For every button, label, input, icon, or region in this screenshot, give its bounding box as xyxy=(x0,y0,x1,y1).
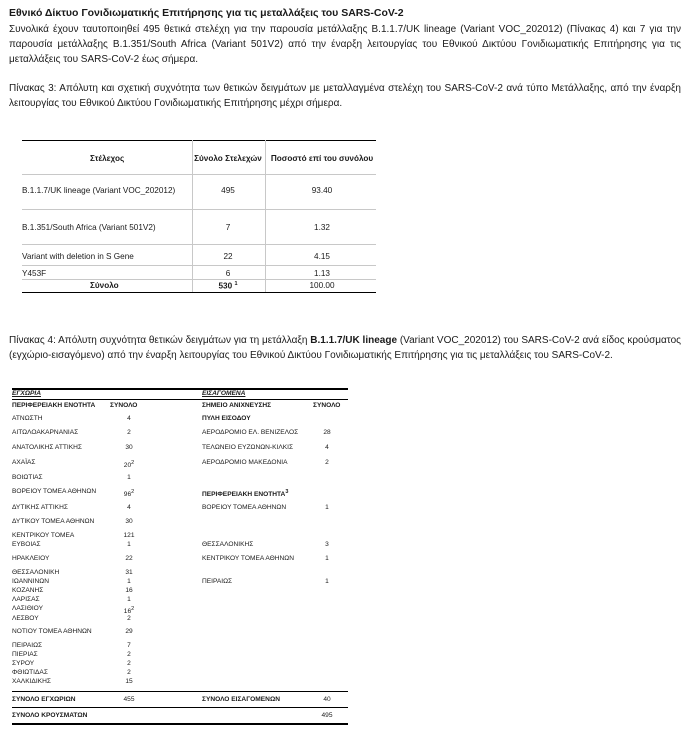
table3-row-divider xyxy=(22,209,376,210)
table4-domestic-count: 2 xyxy=(127,660,131,667)
table4-domestic-name: ΝΟΤΙΟΥ ΤΟΜΕΑ ΑΘΗΝΩΝ xyxy=(12,628,92,635)
table4-region-count: 1 xyxy=(325,578,329,585)
table3-cell-count: 22 xyxy=(223,252,233,261)
table4-domestic-count: $20^2$ xyxy=(123,460,135,470)
table4-domestic-header-name: ΠΕΡΙΦΕΡΕΙΑΚΗ ΕΝΟΤΗΤΑ xyxy=(12,402,96,409)
table4-divider xyxy=(12,707,348,708)
table3-row-divider xyxy=(22,174,376,175)
table4-caption: Πίνακας 4: Απόλυτη συχνότητα θετικών δειγμάτων για τη μετάλλαξη B.1.1.7/UK lineage (Variant VOC_202012) του SARS-CoV-2 ανά είδος κρούσματος (εγχώριο-εισαγόμενο) από την έναρξη λειτουργίας του Εθνικού Δικτύου Γονιδιωματικής Επιτήρησης για τις μεταλλάξεις του SARS-CoV-2. xyxy=(9,335,681,361)
table4-domestic-name: ΚΟΖΑΝΗΣ xyxy=(12,587,44,594)
table3-cell-count: 495 xyxy=(221,186,235,195)
table4-imported-header-name: ΣΗΜΕΙΟ ΑΝΙΧΝΕΥΣΗΣ xyxy=(202,402,272,409)
table3-cell-count: 7 xyxy=(225,223,231,232)
table3-top-rule xyxy=(22,140,376,141)
table4-domestic-name: ΑΙΤΩΛΟΑΚΑΡΝΑΝΙΑΣ xyxy=(12,429,79,436)
table4-region-name: ΠΕΙΡΑΙΩΣ xyxy=(202,578,233,585)
table4-grand-total: 495 xyxy=(321,712,333,719)
table4-region-count: 3 xyxy=(325,541,329,548)
table4-gate-label: ΠΥΛΗ ΕΙΣΟΔΟΥ xyxy=(202,415,251,422)
table4-domestic-name: ΛΑΣΙΘΙΟΥ xyxy=(12,605,43,612)
table4-imported-total: 40 xyxy=(323,696,331,703)
table4-domestic-total-label: ΣΥΝΟΛΟ ΕΓΧΩΡΙΩΝ xyxy=(12,696,76,703)
table4-domestic-name: ΘΕΣΣΑΛΟΝΙΚΗ xyxy=(12,569,60,576)
table3-cell-strain: B.1.1.7/UK lineage (Variant VOC_202012) xyxy=(22,186,176,195)
table4-domestic-name: ΒΟΡΕΙΟΥ ΤΟΜΕΑ ΑΘΗΝΩΝ xyxy=(12,488,97,495)
table3-cell-pct: 1.13 xyxy=(314,269,330,278)
table4-region-name: ΘΕΣΣΑΛΟΝΙΚΗΣ xyxy=(202,541,254,548)
table4-domestic-name: ΑΤΝΩΣΤΗ xyxy=(12,415,43,422)
table4-imported-total-label: ΣΥΝΟΛΟ ΕΙΣΑΓΟΜΕΝΩΝ xyxy=(202,696,280,703)
table4-domestic-count: 29 xyxy=(125,628,133,635)
table4-gate-count: 2 xyxy=(325,459,329,466)
table4-domestic-count: 121 xyxy=(123,532,135,539)
table4-domestic-count: $16^2$ xyxy=(123,606,135,616)
table4-region-name: ΒΟΡΕΙΟΥ ΤΟΜΕΑ ΑΘΗΝΩΝ xyxy=(202,504,287,511)
table3-header-strain: Στέλεχος xyxy=(90,154,125,163)
table4-domestic-count: 22 xyxy=(125,555,133,562)
table4-domestic-count: 2 xyxy=(127,429,131,436)
table4-domestic-count: 16 xyxy=(125,587,133,594)
table4-domestic-name: ΕΥΒΟΙΑΣ xyxy=(12,541,41,548)
table4-domestic-name: ΚΕΝΤΡΙΚΟΥ ΤΟΜΕΑ xyxy=(12,532,75,539)
table3-bottom-rule xyxy=(22,292,376,293)
table4-domestic-name: ΗΡΑΚΛΕΙΟΥ xyxy=(12,555,50,562)
table4-domestic-name: ΙΩΑΝΝΙΝΩΝ xyxy=(12,578,49,585)
table4-domestic-count: 30 xyxy=(125,444,133,451)
table4-domestic-name: ΦΘΙΩΤΙΔΑΣ xyxy=(12,669,48,676)
table3-cell-pct: 93.40 xyxy=(311,186,333,195)
table4-domestic-count: 1 xyxy=(127,541,131,548)
table4-domestic-name: ΧΑΛΚΙΔΙΚΗΣ xyxy=(12,678,51,685)
page-title: Εθνικό Δίκτυο Γονιδιωματικής Επιτήρησης για τις μεταλλάξεις του SARS-CoV-2 xyxy=(9,7,404,19)
table4-domestic-name: ΑΝΑΤΟΛΙΚΗΣ ΑΤΤΙΚΗΣ xyxy=(12,444,82,451)
table4-domestic-count: 1 xyxy=(127,578,131,585)
table4-domestic-total: 455 xyxy=(123,696,135,703)
table4-gate-name: ΑΕΡΟΔΡΟΜΙΟ ΕΛ. ΒΕΝΙΖΕΛΟΣ xyxy=(202,429,299,436)
table3-total-count: 530 $^1$ xyxy=(218,281,238,291)
table4-domestic-name: ΛΑΡΙΣΑΣ xyxy=(12,596,40,603)
table4-region-label: ΠΕΡΙΦΕΡΕΙΑΚΗ ΕΝΟΤΗΤΑ$^3$ xyxy=(202,489,289,499)
table3-row-divider xyxy=(22,244,376,245)
table3-cell-pct: 1.32 xyxy=(314,223,330,232)
table3-row-divider xyxy=(22,279,376,280)
table4-domestic-count: 7 xyxy=(127,642,131,649)
table4-domestic-count: 4 xyxy=(127,415,131,422)
table3-row-divider xyxy=(22,265,376,266)
table4-region-count: 1 xyxy=(325,504,329,511)
table4-domestic-name: ΣΥΡΟΥ xyxy=(12,660,35,667)
table4-domestic-name: ΛΕΣΒΟΥ xyxy=(12,615,39,622)
table4-domestic-count: 30 xyxy=(125,518,133,525)
intro-paragraph: Συνολικά έχουν ταυτοποιηθεί 495 θετικά στελέχη για την παρουσία μετάλλαξης B.1.1.7/UK lineage (Variant VOC_202012) (Πίνακας 4) και 7 για την παρουσία μετάλλαξης B.1.351/South Africa (Variant 501V2) από την έναρξη λειτουργίας του Εθνικού Δικτύου Γονιδιωματικής Επιτήρησης για τις μεταλλάξεις του SARS-CoV-2 έως σήμερα. xyxy=(9,24,681,65)
table4-domestic-name: ΑΧΑΪΑΣ xyxy=(12,459,36,466)
table3-cell-strain: Variant with deletion in S Gene xyxy=(22,252,134,261)
table4-divider xyxy=(12,691,348,692)
table4-domestic-name: ΒΟΙΩΤΙΑΣ xyxy=(12,474,43,481)
table3-caption: Πίνακας 3: Απόλυτη και σχετική συχνότητα των θετικών δειγμάτων με μεταλλαγμένα στελέχη του SARS-CoV-2 ανά τύπο Μετάλλαξης, από την έναρξη λειτουργίας του Εθνικού Δικτύου Γονιδιωματικής Επιτήρησης μέχρι σήμερα. xyxy=(9,83,681,109)
table4-bottom-rule xyxy=(12,723,348,725)
table4-domestic-count: 2 xyxy=(127,669,131,676)
table4-domestic-name: ΠΕΙΡΑΙΩΣ xyxy=(12,642,43,649)
table4-region-count: 1 xyxy=(325,555,329,562)
table4-region-name: ΚΕΝΤΡΙΚΟΥ ΤΟΜΕΑ ΑΘΗΝΩΝ xyxy=(202,555,294,562)
table4-domestic-name: ΔΥΤΙΚΗΣ ΑΤΤΙΚΗΣ xyxy=(12,504,68,511)
table4-imported-header-count: ΣΥΝΟΛΟ xyxy=(313,402,341,409)
table3-cell-strain: B.1.351/South Africa (Variant 501V2) xyxy=(22,223,156,232)
table3-cell-count: 6 xyxy=(225,269,231,278)
table4-domestic-header-count: ΣΥΝΟΛΟ xyxy=(110,402,138,409)
table4-domestic-count: 1 xyxy=(127,474,131,481)
table4-gate-count: 4 xyxy=(325,444,329,451)
table4-domestic-count: 31 xyxy=(125,569,133,576)
table3-total-pct: 100.00 xyxy=(309,281,335,290)
table3-cell-strain: Y453F xyxy=(22,269,47,278)
table4-domestic-count: 2 xyxy=(127,615,131,622)
table4-domestic-count: 2 xyxy=(127,651,131,658)
table3-header-pct: Ποσοστό επί του συνόλου xyxy=(270,154,374,163)
table4-domestic-name: ΠΙΕΡΙΑΣ xyxy=(12,651,38,658)
table4-gate-name: ΑΕΡΟΔΡΟΜΙΟ ΜΑΚΕΔΟΝΙΑ xyxy=(202,459,288,466)
table4-gate-name: ΤΕΛΩΝΕΙΟ ΕΥΖΩΝΩΝ-ΚΙΛΚΙΣ xyxy=(202,444,294,451)
table3-header-count: Σύνολο Στελεχών xyxy=(194,154,262,163)
table3-total-label: Σύνολο xyxy=(90,281,119,290)
table4-domestic-count: $96^2$ xyxy=(123,489,135,499)
table4-gate-count: 28 xyxy=(323,429,331,436)
table4-domestic-title: ΕΓΧΩΡΙΑ xyxy=(12,390,41,397)
table4-domestic-count: 15 xyxy=(125,678,133,685)
table4-imported-title: ΕΙΣΑΓΟΜΕΝΑ xyxy=(202,390,246,397)
table4-grand-total-label: ΣΥΝΟΛΟ ΚΡΟΥΣΜΑΤΩΝ xyxy=(12,712,88,719)
table4-top-rule xyxy=(12,388,348,390)
table3-col-divider xyxy=(265,140,266,292)
table4-domestic-count: 4 xyxy=(127,504,131,511)
table4-divider xyxy=(12,399,348,400)
table3-cell-pct: 4.15 xyxy=(314,252,330,261)
table4-domestic-count: 1 xyxy=(127,596,131,603)
table4-domestic-name: ΔΥΤΙΚΟΥ ΤΟΜΕΑ ΑΘΗΝΩΝ xyxy=(12,518,95,525)
